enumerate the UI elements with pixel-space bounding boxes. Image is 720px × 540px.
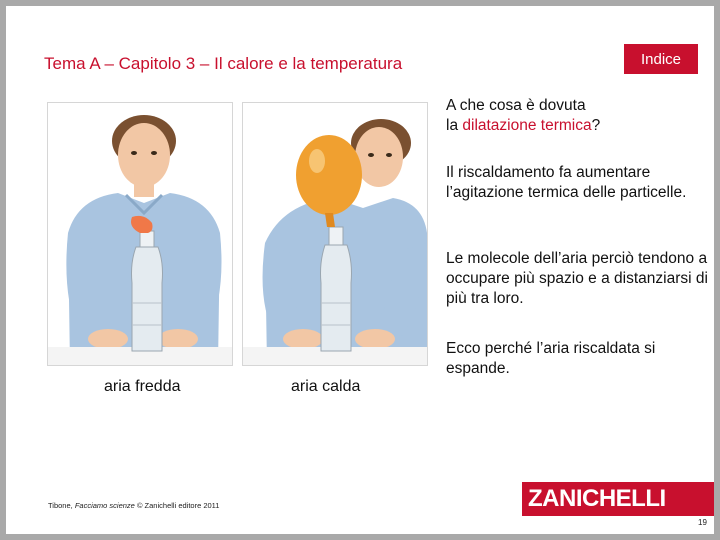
- photo-cold-air: [47, 102, 233, 366]
- slide: [6, 6, 714, 534]
- question-line-1: A che cosa è dovuta: [446, 97, 586, 114]
- photo-hot-air: [242, 102, 428, 366]
- footer-credit: [48, 501, 219, 510]
- index-button[interactable]: Indice: [624, 44, 698, 74]
- thermal-expansion-term: dilatazione termica: [462, 117, 592, 134]
- credit-book-title: Facciamo scienze: [74, 501, 135, 510]
- question-suffix: ?: [591, 117, 601, 134]
- explanation-heating: Il riscaldamento fa aumentare l’agitazione termica delle particelle.: [446, 164, 687, 201]
- caption-hot-air: aria calda: [291, 378, 361, 395]
- explanation-molecules: Le molecole dell’aria perciò tendono a occupare più spazio e a distanziarsi di più tra loro.: [446, 250, 708, 307]
- boy-bottle-inflated-balloon-illustration: [243, 103, 427, 365]
- caption-cold-air: aria fredda: [104, 378, 181, 395]
- conclusion-text: Ecco perché l’aria riscaldata si espande.: [446, 340, 656, 377]
- credit-author: Tibone,: [48, 501, 75, 510]
- question-line-2: [446, 116, 706, 136]
- boy-bottle-deflated-balloon-illustration: [48, 103, 232, 365]
- question-prefix: la: [446, 117, 463, 134]
- credit-publisher: © Zanichelli editore 2011: [134, 501, 220, 510]
- question-text: [446, 96, 706, 136]
- slide-title: Tema A – Capitolo 3 – Il calore e la temperatura: [44, 54, 403, 73]
- page-number: 19: [698, 518, 707, 527]
- zanichelli-logo: ZANICHELLI: [522, 482, 714, 516]
